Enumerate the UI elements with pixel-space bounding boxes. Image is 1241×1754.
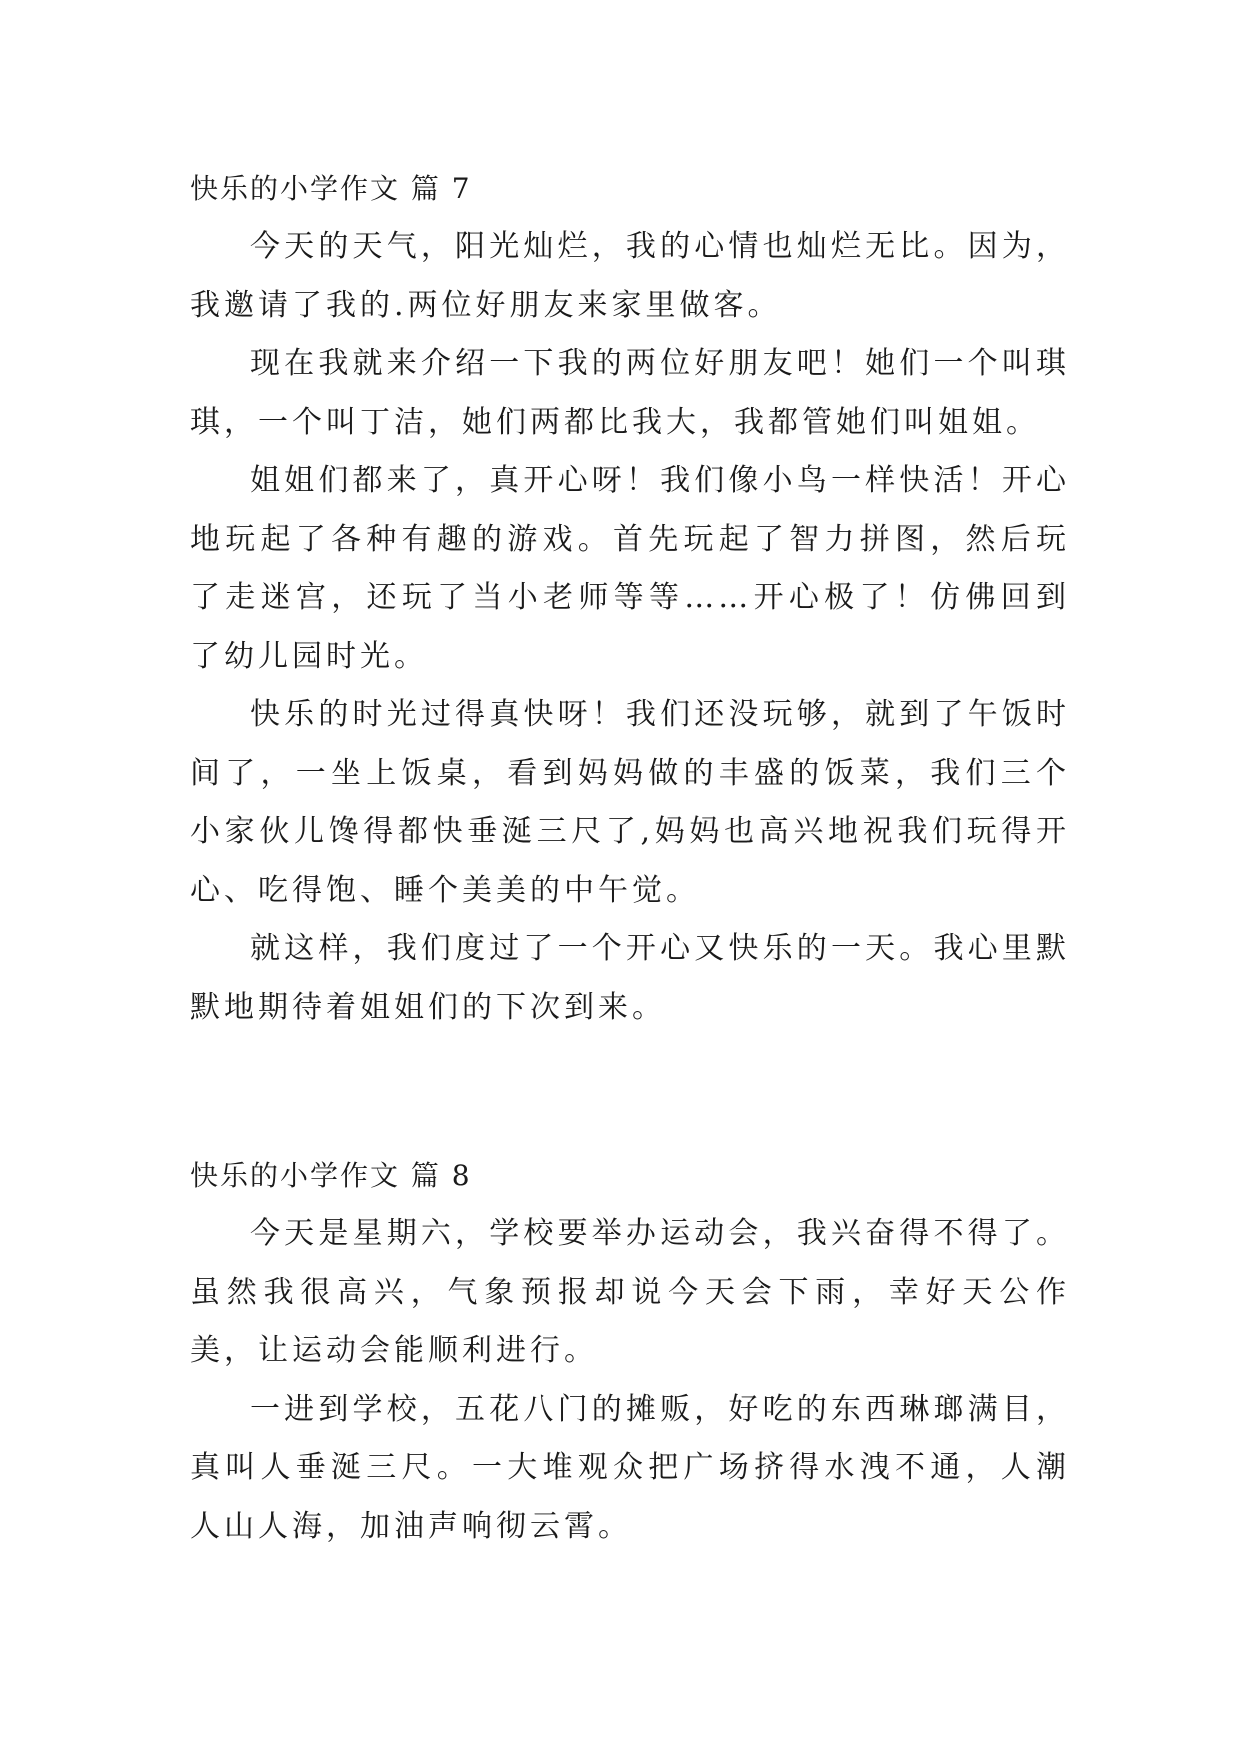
paragraph: 姐姐们都来了，真开心呀！我们像小鸟一样快活！开心地玩起了各种有趣的游戏。首先玩起了智力拼图，然后玩了走迷宫，还玩了当小老师等等……开心极了！仿佛回到了幼儿园时光。: [190, 463, 1070, 674]
paragraph: 一进到学校，五花八门的摊贩，好吃的东西琳瑯满目，真叫人垂涎三尺。一大堆观众把广场挤得水洩不通，人潮人山人海，加油声响彻云霄。: [190, 1391, 1070, 1544]
paragraph: 今天的天气，阳光灿烂，我的心情也灿烂无比。因为，我邀请了我的.两位好朋友来家里做客。: [190, 229, 1070, 323]
paragraph: 就这样，我们度过了一个开心又快乐的一天。我心里默默地期待着姐姐们的下次到来。: [190, 931, 1070, 1025]
section-title: 快乐的小学作文 篇 7: [190, 172, 472, 205]
paragraph: 今天是星期六，学校要举办运动会，我兴奋得不得了。虽然我很高兴，气象预报却说今天会下雨，幸好天公作美，让运动会能顺利进行。: [190, 1216, 1070, 1368]
paragraph: 快乐的时光过得真快呀！我们还没玩够，就到了午饭时间了，一坐上饭桌，看到妈妈做的丰盛的饭菜，我们三个小家伙儿馋得都快垂涎三尺了,妈妈也高兴地祝我们玩得开心、吃得饱、睡个美美的中午觉。: [190, 697, 1070, 908]
essay-section-8: [190, 1147, 1070, 1556]
essay-section-7: [190, 160, 1070, 1037]
paragraph: 现在我就来介绍一下我的两位好朋友吧！她们一个叫琪琪，一个叫丁洁，她们两都比我大，我都管她们叫姐姐。: [190, 346, 1070, 440]
section-title: 快乐的小学作文 篇 8: [190, 1159, 472, 1192]
